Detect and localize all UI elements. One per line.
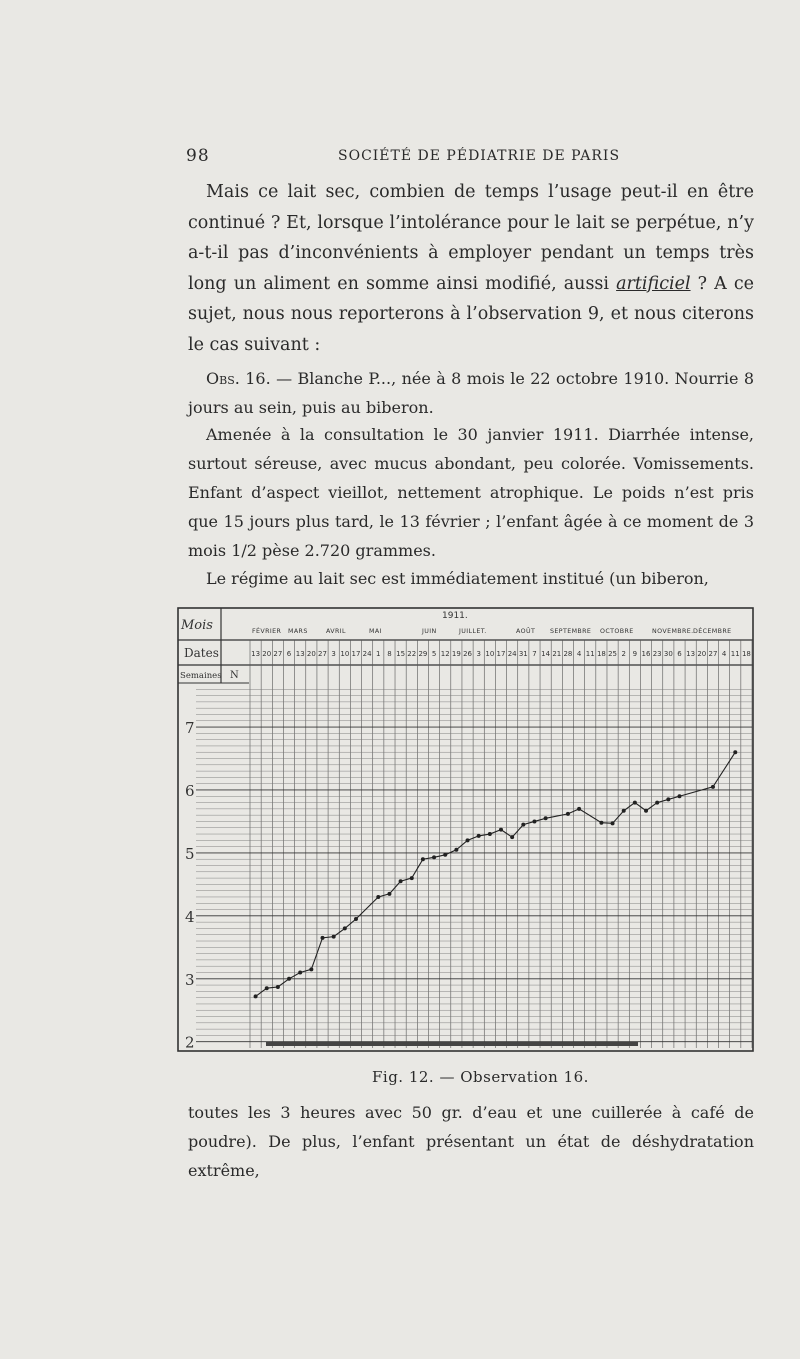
weight-point (321, 936, 325, 940)
row-label-dates: Dates (184, 646, 219, 660)
date-label: 13 (686, 650, 696, 658)
y-axis-label: 2 (185, 1033, 195, 1052)
weight-point (521, 823, 525, 827)
weight-point (544, 816, 548, 820)
date-label: 13 (295, 650, 305, 658)
weight-point (354, 917, 358, 921)
baseline-bar (266, 1042, 638, 1046)
observation-text: — Blanche P..., née à 8 mois le 22 octobre 1910. Nourrie 8 jours au sein, puis au biberon. (188, 369, 755, 417)
weight-point (499, 828, 503, 832)
month-label: NOVEMBRE. (652, 628, 694, 635)
date-label: 6 (286, 650, 292, 658)
date-label: 27 (708, 650, 718, 658)
date-label: 6 (677, 650, 682, 658)
weight-point (510, 835, 514, 839)
observation-label: Obs. 16. (206, 369, 271, 388)
weight-point (387, 892, 391, 896)
weight-point (421, 857, 425, 861)
month-label: MARS (288, 628, 308, 635)
date-label: 16 (641, 650, 651, 658)
y-axis-label: 6 (185, 781, 195, 800)
date-label: 20 (306, 650, 316, 658)
weight-point (622, 809, 626, 813)
weight-point (677, 794, 681, 798)
page-number: 98 (186, 146, 210, 166)
weight-point (298, 970, 302, 974)
paragraph-intro-italic: artificiel (616, 273, 691, 294)
journal-title: SOCIÉTÉ DE PÉDIATRIE DE PARIS (338, 148, 621, 164)
month-label: AOÛT (516, 628, 536, 635)
weight-point (566, 812, 570, 816)
figure-caption: Fig. 12. — Observation 16. (372, 1068, 589, 1086)
weight-point (644, 809, 648, 813)
date-label: 30 (663, 650, 673, 658)
weight-point (343, 926, 347, 930)
row-label-weeks: Semaines (180, 671, 222, 681)
date-label: 26 (463, 650, 472, 658)
date-label: 12 (440, 650, 450, 658)
chart-title: 1911. (442, 611, 468, 621)
date-label: 24 (362, 650, 372, 658)
weight-point (633, 801, 637, 805)
paragraph-history: Amenée à la consultation le 30 janvier 1911. Diarrhée intense, surtout séreuse, avec mucus abondant, peu colorée. Vomissements. Enfant d’aspect vieillot, nettement atrophique. Le poids n’est pris que 15 jours plus tard, le 13 février ; l’enfant âgée à ce moment de 3 mois 1/2 pèse 2.720 grammes. (188, 425, 754, 560)
date-label: 1 (376, 650, 381, 658)
date-label: 27 (318, 650, 327, 658)
date-label: 17 (496, 650, 506, 658)
chart-frame (178, 608, 753, 1051)
date-label: 20 (697, 650, 707, 658)
date-label: 8 (387, 650, 392, 658)
weight-point (599, 821, 603, 825)
weight-point (399, 879, 403, 883)
paragraph-regime: Le régime au lait sec est immédiatement institué (un biberon, (206, 569, 709, 588)
date-label: 3 (331, 650, 336, 658)
date-label: 29 (418, 650, 428, 658)
weight-point (577, 807, 581, 811)
month-label: SEPTEMBRE (550, 628, 592, 635)
weight-point (376, 895, 380, 899)
date-label: 19 (451, 650, 461, 658)
date-label: 18 (596, 650, 606, 658)
y-axis-label: 3 (185, 970, 195, 989)
date-label: 27 (273, 650, 283, 658)
weight-point (488, 832, 492, 836)
date-label: 4 (721, 650, 727, 658)
weight-point (655, 801, 659, 805)
month-label: FÉVRIER (252, 628, 282, 635)
date-label: 11 (730, 650, 740, 658)
y-axis-label: 7 (185, 719, 195, 738)
observation-paragraph (188, 364, 754, 422)
date-label: 20 (262, 650, 272, 658)
date-label: 25 (608, 650, 618, 658)
date-label: 5 (431, 650, 437, 658)
month-label: DÉCEMBRE (693, 628, 732, 635)
paragraph-continuation: toutes les 3 heures avec 50 gr. d’eau et une cuillerée à café de poudre). De plus, l’enfant présentant un état de déshydratation extrême, (188, 1103, 754, 1180)
weight-point (454, 848, 458, 852)
paragraph-intro-text-1: Mais ce lait sec, combien de temps l’usage peut-il en être continué ? Et, lorsque l’intolérance pour le lait se perpétue, n’y a-t-il pas d’inconvénients à employer pendant un temps très long un aliment en somme ainsi modifié, aussi (188, 182, 754, 294)
date-label: 24 (507, 650, 517, 658)
month-label: JUILLET. (459, 628, 487, 635)
date-label: 15 (396, 650, 406, 658)
date-label: 3 (476, 650, 481, 658)
month-label: AVRIL (326, 628, 346, 635)
y-axis-label: 5 (185, 844, 195, 863)
running-header (186, 146, 752, 168)
date-label: 28 (563, 650, 573, 658)
weight-point (254, 994, 258, 998)
date-label: 7 (532, 650, 537, 658)
date-label: 22 (407, 650, 417, 658)
paragraph-intro (188, 177, 754, 360)
date-label: 14 (541, 650, 551, 658)
row-label-months: Mois (181, 618, 213, 633)
date-label: 21 (552, 650, 562, 658)
weight-point (477, 834, 481, 838)
paragraph-intro-text-2: ? A ce sujet, nous nous reporterons à l’observation 9, et nous citerons le cas suivant : (188, 273, 754, 355)
weight-point (733, 750, 737, 754)
weight-point (532, 819, 536, 823)
y-axis-label: 4 (185, 907, 195, 926)
weight-point (332, 935, 336, 939)
weight-point (443, 853, 447, 857)
date-label: 4 (576, 650, 582, 658)
weight-point (611, 821, 615, 825)
weight-point (287, 977, 291, 981)
date-label: 13 (251, 650, 261, 658)
weight-point (711, 785, 715, 789)
weight-point (265, 986, 269, 990)
date-label: 10 (485, 650, 495, 658)
date-label: 17 (351, 650, 361, 658)
weight-point (276, 985, 280, 989)
date-label: 11 (585, 650, 595, 658)
weight-point (309, 967, 313, 971)
row-label-n: N (230, 670, 239, 681)
weight-point (432, 855, 436, 859)
month-label: MAI (369, 628, 382, 635)
date-label: 9 (632, 650, 638, 658)
month-label: JUIN (422, 628, 437, 635)
date-label: 2 (621, 650, 626, 658)
weight-point (466, 838, 470, 842)
date-label: 23 (652, 650, 662, 658)
weight-point (410, 876, 414, 880)
date-label: 18 (741, 650, 751, 658)
date-label: 10 (340, 650, 350, 658)
date-label: 31 (518, 650, 528, 658)
weight-chart (176, 605, 756, 1055)
weight-point (666, 797, 670, 801)
month-label: OCTOBRE (600, 628, 634, 635)
